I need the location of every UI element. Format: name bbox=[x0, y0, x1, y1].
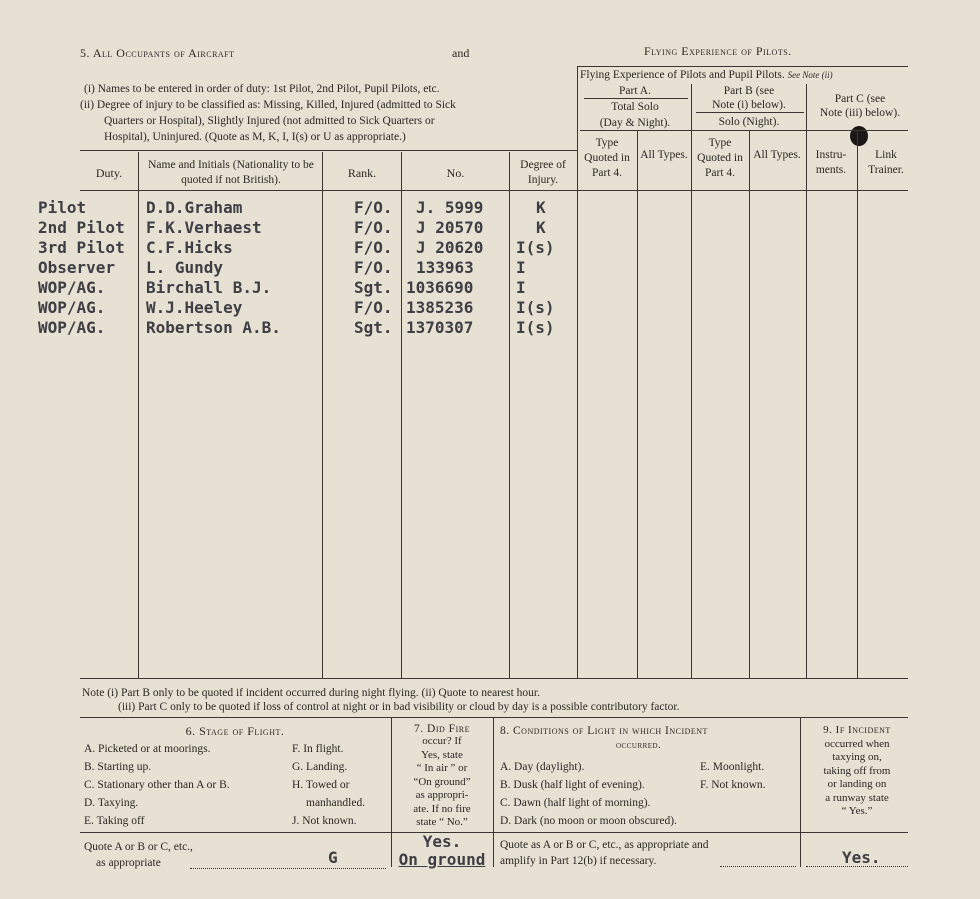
col-type-b: Type Quoted in Part 4. bbox=[697, 137, 743, 179]
part-c-label2: Note (iii) below). bbox=[819, 107, 901, 119]
part-b-label2: Note (i) below). bbox=[712, 99, 786, 111]
col-all-b: All Types. bbox=[753, 149, 801, 161]
fire-value-2: On ground bbox=[398, 850, 486, 869]
stage-b: B. Starting up. bbox=[84, 761, 152, 773]
crew-no: 1036690 bbox=[406, 278, 474, 297]
instruction-2c: Hospital), Uninjured. (Quote as M, K, I, I(s) or U as appropriate.) bbox=[104, 131, 406, 143]
fire-value-1: Yes. bbox=[422, 832, 462, 851]
experience-title-text: Flying Experience of Pilots and Pupil Pilots. bbox=[580, 69, 785, 81]
instruction-2a: (ii) Degree of injury to be classified as: Missing, Killed, Injured (admitted to Sick bbox=[80, 99, 456, 111]
col-no: No. bbox=[446, 166, 465, 180]
stage-title: 6. Stage of Flight. bbox=[185, 724, 285, 738]
light-e: E. Moonlight. bbox=[700, 761, 765, 773]
crew-rank: F/O. bbox=[354, 238, 393, 257]
stage-quote2: as appropriate bbox=[96, 857, 161, 869]
fire-line: ate. If no fire bbox=[413, 802, 471, 815]
incident-line: or landing on bbox=[827, 778, 887, 790]
note-2: (iii) Part C only to be quoted if loss of control at night or in bad visibility or cloud by day is a possible contributory factor. bbox=[118, 701, 680, 713]
col-type-a: Type Quoted in Part 4. bbox=[584, 137, 630, 179]
col-all-a: All Types. bbox=[640, 149, 688, 161]
crew-name: Birchall B.J. bbox=[146, 278, 272, 297]
instruction-1: (i) Names to be entered in order of duty: 1st Pilot, 2nd Pilot, Pupil Pilots, etc. bbox=[84, 83, 440, 95]
col-name: Name and Initials (Nationality to be quoted if not British). bbox=[148, 159, 314, 186]
crew-no: 1370307 bbox=[406, 318, 474, 337]
crew-injury: I(s) bbox=[516, 238, 555, 257]
crew-duty: Pilot bbox=[38, 198, 87, 217]
crew-duty: 3rd Pilot bbox=[38, 238, 125, 257]
crew-duty: WOP/AG. bbox=[38, 318, 106, 337]
incident-line: occurred when bbox=[824, 737, 890, 750]
part-a-sub1: Total Solo bbox=[611, 101, 659, 113]
light-c: C. Dawn (half light of morning). bbox=[500, 797, 651, 809]
crew-rank: Sgt. bbox=[354, 318, 393, 337]
light-b: B. Dusk (half light of evening). bbox=[500, 779, 645, 791]
crew-rank: F/O. bbox=[354, 258, 393, 277]
stage-h2: manhandled. bbox=[306, 797, 366, 809]
fire-line: “ In air ” or bbox=[416, 762, 468, 774]
fire-line: state “ No.” bbox=[416, 816, 468, 828]
experience-title bbox=[580, 68, 833, 83]
part-b-sub: Solo (Night). bbox=[718, 116, 780, 128]
stage-h: H. Towed or bbox=[292, 779, 350, 791]
crew-injury: K bbox=[536, 218, 546, 237]
stage-quote1: Quote A or B or C, etc., bbox=[84, 841, 193, 853]
light-quote1: Quote as A or B or C, etc., as appropriate and bbox=[500, 839, 709, 851]
crew-rank: F/O. bbox=[354, 298, 393, 317]
light-title: 8. Conditions of Light in which Incident bbox=[500, 725, 708, 737]
stage-f: F. In flight. bbox=[292, 743, 344, 755]
fire-line: as appropri- bbox=[415, 789, 469, 801]
col-injury: Degree of Injury. bbox=[520, 159, 566, 186]
incident-line: taxying on, bbox=[832, 751, 882, 763]
stage-e: E. Taking off bbox=[84, 815, 145, 827]
col-link-trainer: Link Trainer. bbox=[868, 149, 904, 176]
part-b-label: Part B (see bbox=[723, 85, 775, 97]
light-d: D. Dark (no moon or moon obscured). bbox=[500, 815, 677, 827]
incident-line: a runway state bbox=[825, 791, 889, 804]
crew-injury: K bbox=[536, 198, 546, 217]
incident-line: taking off from bbox=[823, 764, 891, 777]
crew-injury: I bbox=[516, 258, 526, 277]
stage-value: G bbox=[328, 848, 338, 867]
crew-injury: I(s) bbox=[516, 318, 555, 337]
light-a: A. Day (daylight). bbox=[500, 761, 585, 773]
col-instruments: Instru- ments. bbox=[815, 149, 847, 176]
crew-no: J 20570 bbox=[416, 218, 484, 237]
crew-name: L. Gundy bbox=[146, 258, 224, 277]
crew-injury: I(s) bbox=[516, 298, 555, 317]
incident-line: 9. If Incident bbox=[823, 724, 891, 736]
crew-name: Robertson A.B. bbox=[146, 318, 281, 337]
crew-name: D.D.Graham bbox=[146, 198, 243, 217]
experience-note-ref: See Note (ii) bbox=[787, 70, 833, 80]
fire-text bbox=[392, 735, 492, 830]
col-rank: Rank. bbox=[347, 166, 377, 180]
stage-d: D. Taxying. bbox=[84, 797, 139, 809]
instruction-2b: Quarters or Hospital), Slightly Injured (not admitted to Sick Quarters or bbox=[104, 115, 435, 127]
stage-g: G. Landing. bbox=[292, 761, 348, 773]
fire-line: Yes, state bbox=[421, 748, 463, 761]
fire-line: occur? If bbox=[422, 735, 462, 747]
crew-name: W.J.Heeley bbox=[146, 298, 243, 317]
light-quote2: amplify in Part 12(b) if necessary. bbox=[500, 855, 657, 867]
crew-duty: WOP/AG. bbox=[38, 278, 106, 297]
note-1: Note (i) Part B only to be quoted if incident occurred during night flying. (ii) Quote to nearest hour. bbox=[82, 687, 540, 699]
crew-rows bbox=[0, 198, 980, 348]
part-c-label: Part C (see bbox=[834, 93, 886, 105]
section-title: 5. All Occupants of Aircraft bbox=[80, 46, 235, 60]
incident-value: Yes. bbox=[842, 848, 881, 867]
col-duty: Duty. bbox=[95, 166, 123, 180]
stage-a: A. Picketed or at moorings. bbox=[84, 743, 211, 755]
part-a-sub2: (Day & Night). bbox=[599, 117, 671, 129]
crew-no: J. 5999 bbox=[416, 198, 484, 217]
stage-c: C. Stationary other than A or B. bbox=[84, 779, 230, 791]
stage-j: J. Not known. bbox=[292, 815, 357, 827]
fire-line: “On ground” bbox=[413, 775, 471, 788]
incident-line: “ Yes.” bbox=[841, 805, 873, 817]
crew-no: 133963 bbox=[416, 258, 474, 277]
crew-duty: WOP/AG. bbox=[38, 298, 106, 317]
fire-title: 7. Did Fire bbox=[414, 723, 470, 735]
crew-duty: Observer bbox=[38, 258, 116, 277]
incident-text bbox=[802, 724, 912, 819]
crew-no: 1385236 bbox=[406, 298, 474, 317]
crew-rank: F/O. bbox=[354, 218, 393, 237]
crew-rank: Sgt. bbox=[354, 278, 393, 297]
crew-injury: I bbox=[516, 278, 526, 297]
light-title2: occurred. bbox=[616, 740, 662, 751]
header-right-title: Flying Experience of Pilots. bbox=[644, 44, 792, 58]
crew-duty: 2nd Pilot bbox=[38, 218, 125, 237]
crew-name: F.K.Verhaest bbox=[146, 218, 262, 237]
light-f: F. Not known. bbox=[700, 779, 766, 791]
part-a-label: Part A. bbox=[619, 85, 651, 97]
crew-name: C.F.Hicks bbox=[146, 238, 233, 257]
ink-blot bbox=[850, 126, 868, 146]
crew-no: J 20620 bbox=[416, 238, 484, 257]
header-and: and bbox=[452, 46, 470, 60]
crew-rank: F/O. bbox=[354, 198, 393, 217]
